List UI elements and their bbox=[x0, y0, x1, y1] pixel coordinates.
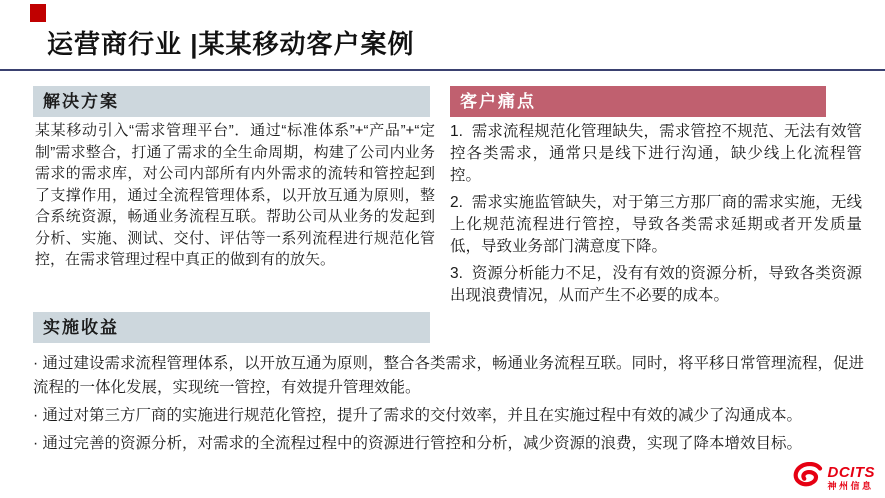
benefit-item: · 通过完善的资源分析，对需求的全流程过程中的资源进行管控和分析，减少资源的浪费，实现了降本增效目标。 bbox=[33, 435, 802, 452]
pain-points-list bbox=[450, 121, 862, 312]
logo-text bbox=[828, 465, 876, 491]
benefits-list bbox=[33, 352, 873, 460]
pain-point-item: 3. 资源分析能力不足，没有有效的资源分析，导致各类资源出现浪费情况，从而产生不必要的成本。 bbox=[450, 265, 862, 304]
company-logo bbox=[791, 462, 876, 493]
logo-company-name: 神州信息 bbox=[827, 480, 874, 491]
solution-section-header: 解决方案 bbox=[33, 86, 430, 117]
solution-body-text: 某某移动引入“需求管理平台”．通过“标准体系”+“产品”+“定制”需求整合，打通了需求的全生命周期，构建了公司内业务需求的需求库，对公司内部所有内外需求的流转和管控起到了支撑作用，通过全流程管理体系，以开放互通为原则，整合系统资源，畅通业务流程互联。帮助公司从业务的发起到分析、实施、测试、交付、评估等一系列流程进行规范化管控，在需求管理过程中真正的做到有的放矢。 bbox=[35, 122, 435, 268]
benefit-item: · 通过对第三方厂商的实施进行规范化管控，提升了需求的交付效率，并且在实施过程中有效的减少了沟通成本。 bbox=[33, 407, 802, 424]
benefit-item: · 通过建设需求流程管理体系，以开放互通为原则，整合各类需求，畅通业务流程互联。同时，将平移日常管理流程，促进流程的一体化发展，实现统一管控，有效提升管理效能。 bbox=[33, 355, 864, 396]
benefits-section-header: 实施收益 bbox=[33, 312, 430, 343]
pain-points-section-header: 客户痛点 bbox=[450, 86, 826, 117]
page-title: 运营商行业 |某某移动客户案例 bbox=[47, 29, 415, 59]
title-divider bbox=[0, 69, 885, 71]
logo-brand-name: DCITS bbox=[827, 463, 875, 481]
title-accent-square bbox=[30, 4, 46, 22]
pain-point-item: 1. 需求流程规范化管理缺失，需求管控不规范、无法有效管控各类需求，通常只是线下进行沟通，缺少线上化流程管控。 bbox=[450, 123, 862, 184]
pain-point-item: 2. 需求实施监管缺失，对于第三方那厂商的需求实施，无线上化规范流程进行管控，导致各类需求延期或者开发质量低，导致业务部门满意度下降。 bbox=[450, 194, 862, 255]
dcits-swirl-icon bbox=[791, 462, 825, 493]
